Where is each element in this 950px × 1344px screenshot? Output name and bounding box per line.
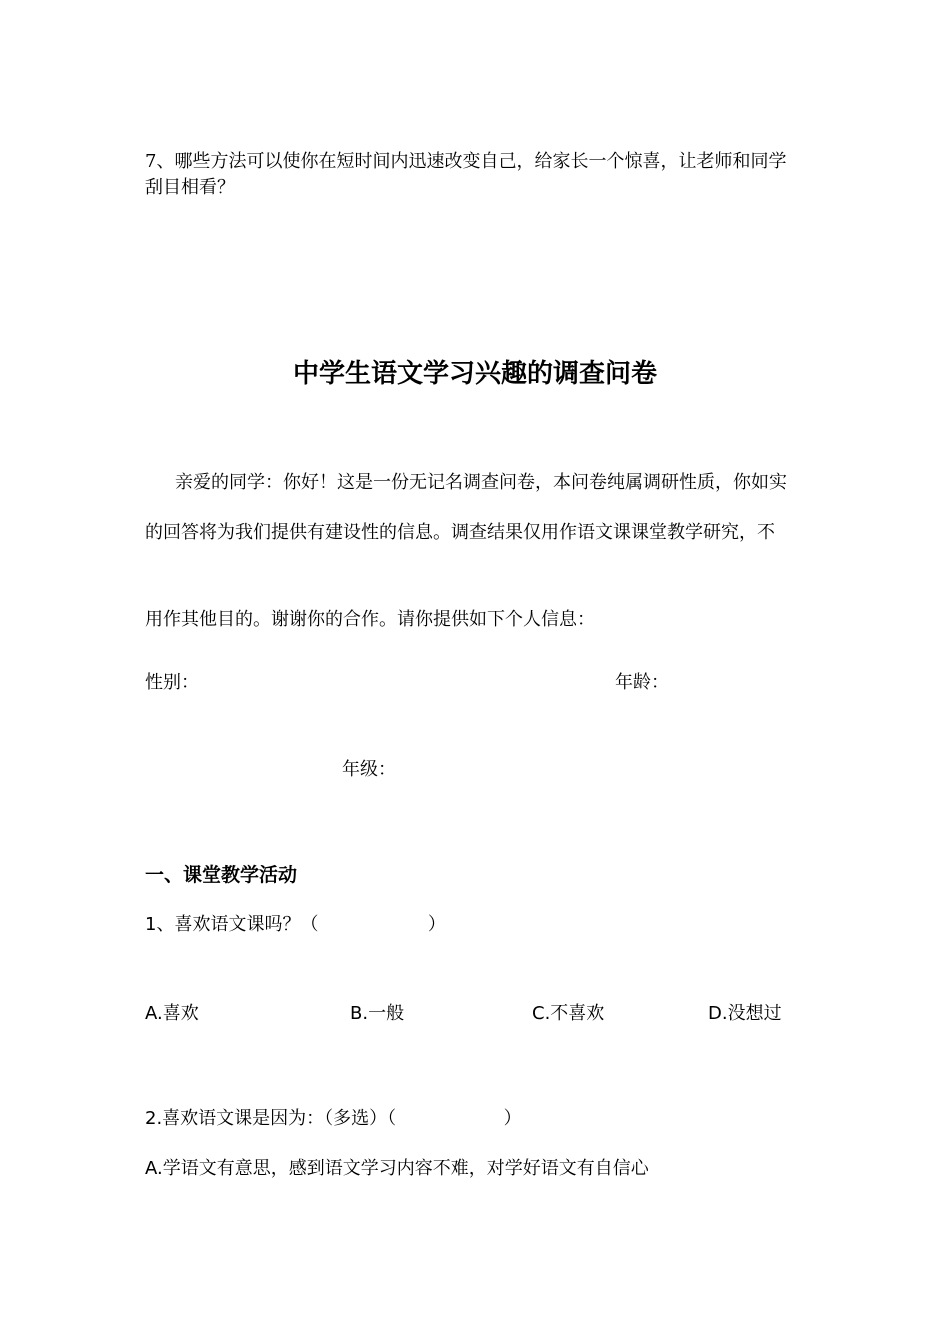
- q1-option-d: D.没想过: [708, 1003, 782, 1024]
- survey-title: 中学生语文学习兴趣的调查问卷: [292, 359, 657, 389]
- q1-option-b: B.一般: [350, 1003, 405, 1024]
- question-1: [145, 912, 446, 938]
- q1-option-a: A.喜欢: [145, 1003, 199, 1024]
- gender-label: 性别：: [145, 672, 199, 693]
- intro-line-3: 用作其他目的。谢谢你的合作。请你提供如下个人信息：: [145, 609, 595, 630]
- intro-line-2: 的回答将为我们提供有建设性的信息。调查结果仅用作语文课课堂教学研究，不: [145, 522, 775, 543]
- q2-option-a: A.学语文有意思，感到语文学习内容不难，对学好语文有自信心: [145, 1158, 649, 1179]
- question-1-text: 1、喜欢语文课吗？（: [145, 914, 319, 935]
- question-1-close: ）: [427, 914, 446, 935]
- section-heading: 一、课堂教学活动: [145, 864, 298, 886]
- prev-question-line-1: 7、哪些方法可以使你在短时间内迅速改变自己，给家长一个惊喜，让老师和同学: [145, 151, 787, 172]
- q1-option-c: C.不喜欢: [532, 1003, 605, 1024]
- question-2-text: 2.喜欢语文课是因为：（多选）（: [145, 1108, 397, 1129]
- grade-label: 年级：: [342, 759, 396, 780]
- question-2: [145, 1106, 522, 1132]
- prev-question-line-2: 刮目相看？: [145, 177, 235, 198]
- age-label: 年龄：: [615, 672, 669, 693]
- intro-line-1: 亲爱的同学：你好！这是一份无记名调查问卷，本问卷纯属调研性质，你如实: [175, 472, 787, 493]
- question-2-close: ）: [503, 1108, 522, 1129]
